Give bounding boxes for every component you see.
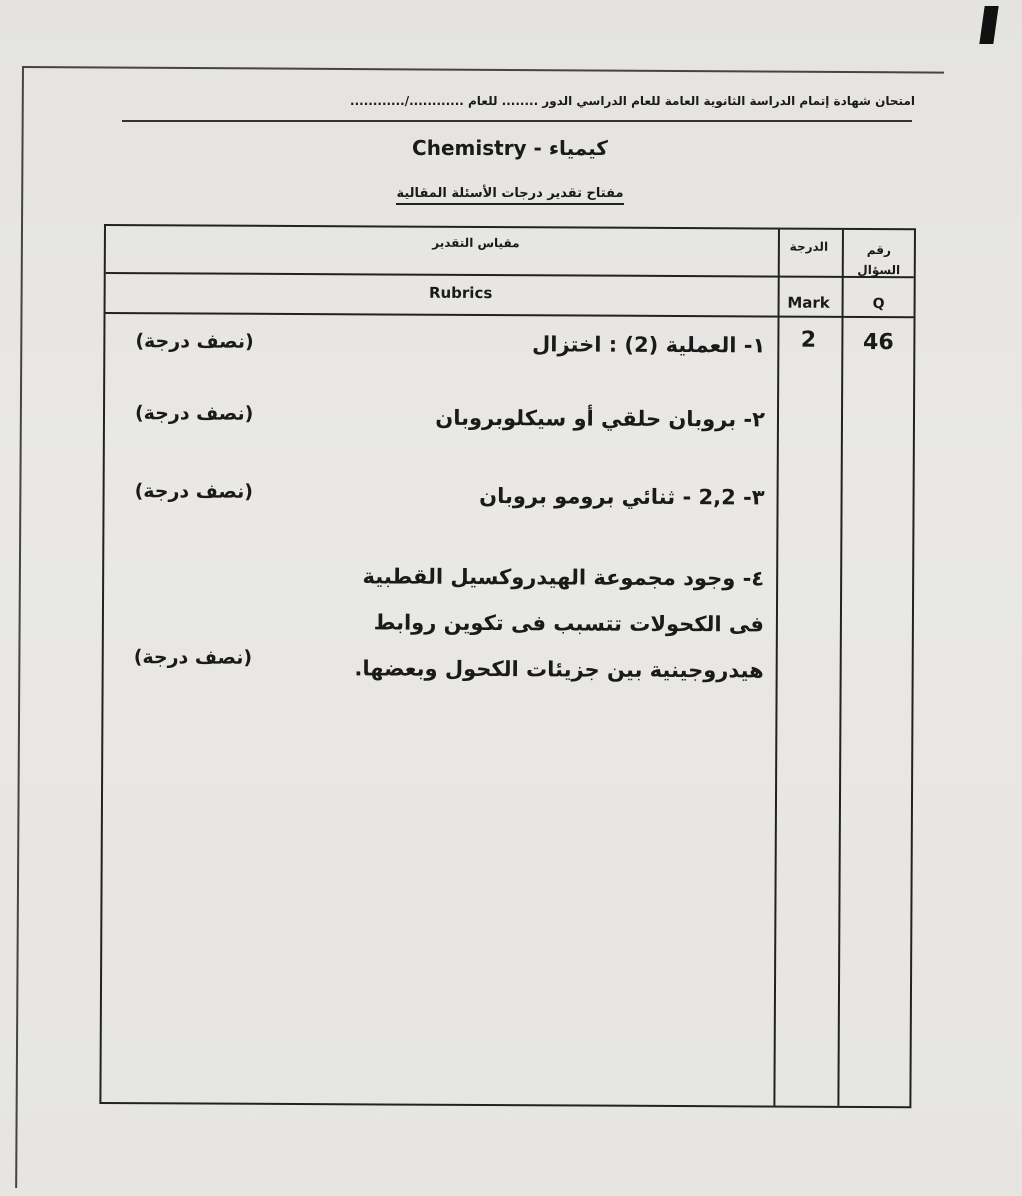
answer-2: ٢- بروبان حلقي أو سيكلوبروبان [435,405,766,432]
col-divider-q [837,230,844,1106]
header-rule [122,120,912,122]
answer-4: ٤- وجود مجموعة الهيدروكسيل القطبية فى الكحولات تتسبب فى تكوين روابط هيدروجينية بين جزيئات الكحول وبعضها. [354,564,765,683]
answer-3-score: (نصف درجة) [134,480,254,503]
header-rubric-ar: مقياس التقدير [432,235,520,251]
row-divider-header-ar [106,272,914,278]
header-mark-en: Mark [787,293,830,312]
answer-2-score: (نصف درجة) [134,402,254,425]
header-question-ar: رقم السؤال [857,242,901,278]
subject-title: Chemistry - كيمياء [412,136,608,160]
header-mark-ar: الدرجة [789,239,829,254]
rubric-table [99,224,916,1108]
row-divider-header-en [106,312,914,318]
col-divider-mark [773,230,780,1106]
exam-header-line: امتحان شهادة إتمام الدراسة الثانوية العامة للعام الدراسي الدور ........ للعام ............/............ [350,94,915,108]
answer-1-score: (نصف درجة) [135,330,254,353]
mark-value: 2 [800,327,817,353]
corner-mark [979,6,998,44]
header-question-en: Q [872,296,885,313]
header-rubric-en: Rubrics [428,283,493,303]
answer-3: ٣- 2,2 - ثنائي برومو بروبان [479,483,765,510]
question-number: 46 [863,329,894,356]
answer-1: ١- العملية (2) : اختزال [532,332,766,358]
rubric-title-text: مفتاح تقدير درجات الأسئلة المقالية [396,186,623,205]
rubric-title [360,186,660,201]
answer-4-score: (نصف درجة) [133,646,253,669]
